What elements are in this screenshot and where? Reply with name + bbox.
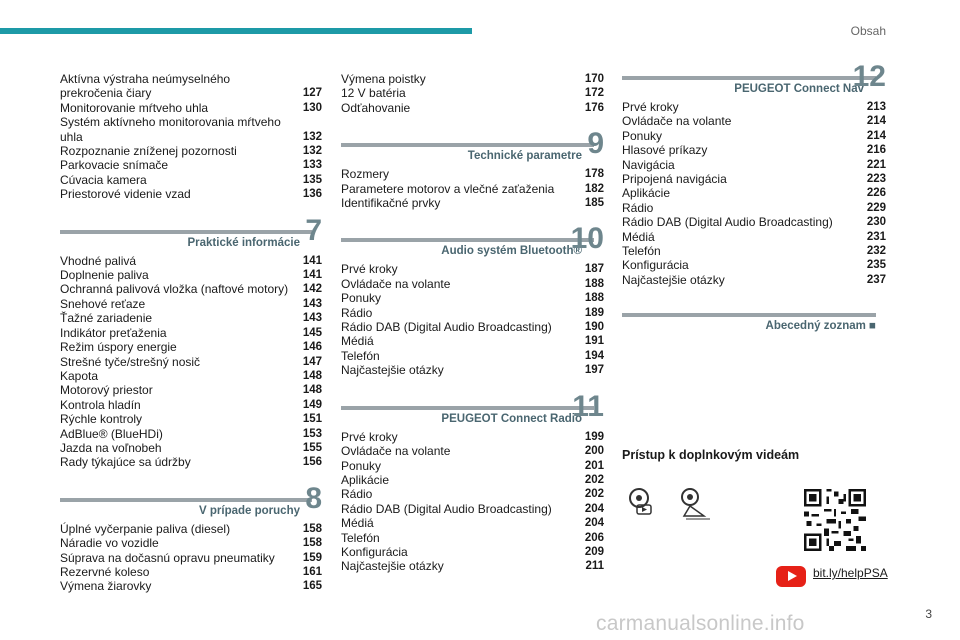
toc-entry[interactable] <box>341 545 604 559</box>
toc-entry-page: 156 <box>302 456 322 469</box>
toc-column-1 <box>60 72 322 594</box>
toc-entry-page: 158 <box>302 537 322 550</box>
youtube-icon[interactable] <box>776 566 806 587</box>
toc-entry[interactable] <box>60 455 322 469</box>
toc-entry-title: Najčastejšie otázky <box>341 559 444 574</box>
toc-entry-page: 200 <box>584 445 604 458</box>
page-number: 3 <box>925 607 932 621</box>
toc-entry-page: 182 <box>584 182 604 195</box>
toc-entry[interactable] <box>60 173 322 187</box>
toc-entry-title: Parametere motorov a vlečné zaťaženia <box>341 181 555 196</box>
toc-entry[interactable] <box>341 182 604 196</box>
toc-entry-title: Telefón <box>622 244 661 259</box>
toc-entry-page: 146 <box>302 341 322 354</box>
toc-entry-page: 226 <box>866 187 886 200</box>
toc-entry-page: 149 <box>302 398 322 411</box>
toc-entry-title: Ovládače na volante <box>341 276 451 291</box>
toc-entry-title: Prvé kroky <box>341 429 398 444</box>
toc-entry-title: Konfigurácia <box>341 544 408 559</box>
toc-entry-page: 185 <box>584 197 604 210</box>
toc-entry[interactable] <box>60 187 322 201</box>
section-title: PEUGEOT Connect Nav <box>734 83 864 95</box>
toc-entry-title: Rozmery <box>341 167 390 182</box>
alphabetical-index-header[interactable] <box>622 309 886 339</box>
toc-entry[interactable] <box>622 201 886 215</box>
toc-entry-page: 206 <box>584 531 604 544</box>
toc-entry[interactable] <box>60 369 322 383</box>
toc-entry[interactable] <box>60 412 322 426</box>
toc-entry-title: Doplnenie paliva <box>60 268 149 283</box>
toc-entry-title: Prvé kroky <box>341 262 398 277</box>
toc-entry-page: 229 <box>866 201 886 214</box>
toc-entry-page: 188 <box>584 292 604 305</box>
toc-entry[interactable] <box>60 144 322 158</box>
toc-entry-page: 176 <box>584 101 604 114</box>
toc-entry-page: 213 <box>866 101 886 113</box>
toc-entry-title: Režim úspory energie <box>60 340 177 355</box>
toc-entry-title: Najčastejšie otázky <box>341 363 444 378</box>
toc-entry[interactable] <box>622 215 886 229</box>
toc-entry-title: Odťahovanie <box>341 100 411 115</box>
toc-entry[interactable] <box>341 320 604 334</box>
toc-entry-page: 214 <box>866 115 886 128</box>
top-accent-bar <box>0 28 472 34</box>
toc-entry[interactable] <box>60 565 322 579</box>
toc-entry[interactable] <box>622 114 886 128</box>
toc-entry-page: 211 <box>585 560 604 573</box>
toc-entry-page: 232 <box>866 245 886 258</box>
toc-entry-page: 194 <box>584 349 604 362</box>
toc-column-3 <box>622 62 886 339</box>
toc-entry-page: 223 <box>866 173 886 186</box>
toc-entry[interactable] <box>60 355 322 369</box>
toc-entry-title: Ponuky <box>341 458 382 473</box>
toc-entry-page: 172 <box>584 87 604 100</box>
toc-entry[interactable] <box>341 334 604 348</box>
toc-entry-page: 170 <box>584 73 604 85</box>
toc-entry-title: Systém aktívneho monitorovania mŕtveho uhla <box>60 115 281 144</box>
toc-entry[interactable] <box>622 186 886 200</box>
section-title: V prípade poruchy <box>199 504 300 517</box>
toc-column-2 <box>341 72 604 574</box>
toc-entry-page: 202 <box>584 473 604 486</box>
page-title: Obsah <box>850 24 886 38</box>
toc-entry-title: Rezervné koleso <box>60 564 150 579</box>
toc-entry-title: Monitorovanie mŕtveho uhla <box>60 100 209 115</box>
toc-entry-title: Ponuky <box>622 128 663 143</box>
toc-entry-title: Aplikácie <box>622 186 671 201</box>
toc-entry-title: Vhodné palivá <box>60 253 137 268</box>
section-rule <box>60 230 312 234</box>
toc-entry[interactable] <box>622 158 886 172</box>
toc-entry-title: AdBlue® (BlueHDi) <box>60 426 163 441</box>
section-rule <box>622 76 876 80</box>
toc-entry[interactable] <box>341 262 604 276</box>
toc-entry[interactable] <box>341 430 604 444</box>
toc-entry[interactable] <box>341 277 604 291</box>
toc-entry-title: Výmena žiarovky <box>60 579 152 594</box>
toc-entry-page: 204 <box>584 502 604 515</box>
toc-entry-title: Ťažné zariadenie <box>60 311 153 326</box>
toc-entry[interactable] <box>60 101 322 115</box>
toc-entry-page: 148 <box>302 384 322 397</box>
toc-entry-page: 187 <box>584 263 604 276</box>
toc-entry[interactable] <box>60 254 322 268</box>
toc-entry[interactable] <box>60 579 322 593</box>
steering-video-icon[interactable] <box>624 486 660 522</box>
toc-entry[interactable] <box>341 502 604 516</box>
toc-entry-page: 199 <box>584 430 604 443</box>
toc-entry-title: Ovládače na volante <box>622 114 732 129</box>
section-header-9[interactable] <box>341 129 604 163</box>
toc-entry-title: Indikátor preťaženia <box>60 325 167 340</box>
section-number: 10 <box>570 222 604 256</box>
toc-entry[interactable] <box>60 522 322 536</box>
toc-entry-page: 133 <box>302 159 322 172</box>
toc-entry-title: Motorový priestor <box>60 383 153 398</box>
toc-entry-page: 221 <box>866 158 886 171</box>
section-rule <box>341 143 594 147</box>
toc-entry[interactable] <box>341 444 604 458</box>
toc-entry-page: 127 <box>302 87 322 100</box>
toc-entry-page: 148 <box>302 369 322 382</box>
toc-entry-title: Ovládače na volante <box>341 444 451 459</box>
toc-entry-page: 235 <box>866 259 886 272</box>
toc-entry-title: Rádio <box>341 487 373 502</box>
toc-entry-page: 178 <box>584 168 604 181</box>
toc-entry[interactable] <box>341 516 604 530</box>
toc-entry[interactable] <box>622 258 886 272</box>
toc-entry-title: Aplikácie <box>341 472 390 487</box>
toc-entry-title: Najčastejšie otázky <box>622 272 725 287</box>
toc-entry-title: Rádio DAB (Digital Audio Broadcasting) <box>622 215 833 230</box>
toc-entry-title: Úplné vyčerpanie paliva (diesel) <box>60 521 231 536</box>
toc-entry-page: 197 <box>584 364 604 377</box>
toc-entry[interactable] <box>622 129 886 143</box>
toc-entry-page: 142 <box>302 283 322 296</box>
section-rule <box>622 313 876 317</box>
section-number: 11 <box>572 389 604 423</box>
toc-entry[interactable] <box>60 383 322 397</box>
toc-entry-title: Médiá <box>341 516 374 531</box>
toc-entry-page: 209 <box>584 545 604 558</box>
section-number: 7 <box>305 213 322 247</box>
toc-entry[interactable] <box>60 158 322 172</box>
toc-entry[interactable] <box>60 326 322 340</box>
toc-entry-title: Rádio <box>622 200 654 215</box>
toc-entry-title: Ponuky <box>341 291 382 306</box>
toc-entry-page: 237 <box>866 273 886 286</box>
watermark: carmanualsonline.info <box>596 612 805 635</box>
toc-entry[interactable] <box>341 459 604 473</box>
toc-entry-page: 143 <box>302 297 322 310</box>
toc-entry-title: Rozpoznanie zníženej pozornosti <box>60 144 237 159</box>
toc-entry-title: Ochranná palivová vložka (naftové motory) <box>60 282 289 297</box>
toc-entry-page: 190 <box>584 321 604 334</box>
toc-entry[interactable] <box>341 306 604 320</box>
toc-entry-page: 143 <box>302 312 322 325</box>
toc-entry[interactable] <box>60 115 322 144</box>
section-number: 8 <box>305 481 322 515</box>
toc-entry-page: 161 <box>302 565 322 578</box>
toc-entry-page: 130 <box>302 101 322 114</box>
toc-entry[interactable] <box>341 72 604 86</box>
toc-entry[interactable] <box>60 311 322 325</box>
section-rule <box>341 406 594 410</box>
section-number: 9 <box>587 127 604 161</box>
toc-entry[interactable] <box>341 531 604 545</box>
toc-entry-page: 216 <box>866 144 886 157</box>
toc-entry-page: 189 <box>584 306 604 319</box>
toc-entry[interactable] <box>60 398 322 412</box>
toc-entry[interactable] <box>60 72 322 101</box>
toc-entry-title: Náradie vo vozidle <box>60 536 159 551</box>
toc-entry-title: Médiá <box>622 229 655 244</box>
toc-entry-title: Navigácia <box>622 157 675 172</box>
toc-entry[interactable] <box>341 349 604 363</box>
toc-entry[interactable] <box>341 487 604 501</box>
toc-entry-page: 231 <box>866 230 886 243</box>
toc-entry-title: Priestorové videnie vzad <box>60 187 191 202</box>
toc-entry-title: Strešné tyče/strešný nosič <box>60 354 201 369</box>
toc-entry[interactable] <box>341 559 604 573</box>
toc-entry[interactable] <box>341 101 604 115</box>
toc-entry-title: Rýchle kontroly <box>60 412 143 427</box>
toc-entry-title: Výmena poistky <box>341 72 426 86</box>
toc-entry[interactable] <box>622 172 886 186</box>
toc-entry-page: 132 <box>302 130 322 143</box>
toc-entry[interactable] <box>60 297 322 311</box>
section-title: Technické parametre <box>467 150 582 163</box>
toc-entry-title: Cúvacia kamera <box>60 172 147 187</box>
toc-entry[interactable] <box>60 282 322 296</box>
section-number: 12 <box>852 60 886 93</box>
toc-entry-page: 165 <box>302 580 322 593</box>
toc-entry[interactable] <box>60 427 322 441</box>
toc-entry[interactable] <box>622 143 886 157</box>
toc-entry[interactable] <box>341 363 604 377</box>
toc-entry-title: Hlasové príkazy <box>622 143 708 158</box>
toc-entry-title: Jazda na voľnobeh <box>60 440 162 455</box>
toc-entry[interactable] <box>60 340 322 354</box>
toc-entry-page: 141 <box>302 269 322 282</box>
toc-entry-page: 191 <box>584 335 604 348</box>
toc-entry[interactable] <box>622 273 886 287</box>
help-link[interactable]: bit.ly/helpPSA <box>813 566 888 580</box>
section-title: Audio systém Bluetooth® <box>441 245 582 258</box>
toc-entry-title: Telefón <box>341 348 380 363</box>
toc-entry[interactable] <box>341 167 604 181</box>
toc-entry-page: 214 <box>866 129 886 142</box>
toc-entry-title: Médiá <box>341 334 374 349</box>
toc-entry[interactable] <box>60 268 322 282</box>
section-header-10[interactable] <box>341 224 604 258</box>
toc-entry[interactable] <box>622 100 886 114</box>
toc-entry-page: 202 <box>584 488 604 501</box>
section-title: PEUGEOT Connect Radio <box>441 412 582 425</box>
section-header-7[interactable] <box>60 213 322 250</box>
toc-entry-page: 230 <box>866 216 886 229</box>
toc-entry-page: 141 <box>302 254 322 267</box>
videos-title: Prístup k doplnkovým videám <box>622 448 800 462</box>
toc-entry-page: 145 <box>302 326 322 339</box>
toc-entry-page: 158 <box>302 522 322 535</box>
toc-entry-title: Pripojená navigácia <box>622 172 727 187</box>
toc-entry-title: Rádio <box>341 305 373 320</box>
section-rule <box>341 238 594 242</box>
toc-entry-page: 159 <box>302 551 322 564</box>
toc-entry-title: Identifikačné prvky <box>341 196 441 211</box>
toc-entry-page: 201 <box>584 459 604 472</box>
toc-entry[interactable] <box>622 230 886 244</box>
section-rule <box>60 498 312 502</box>
toc-entry[interactable] <box>341 86 604 100</box>
toc-entry[interactable] <box>341 291 604 305</box>
toc-entry-title: Rady týkajúce sa údržby <box>60 455 191 470</box>
toc-entry-title: 12 V batéria <box>341 86 406 101</box>
section-header-11[interactable] <box>341 389 604 426</box>
toc-entry[interactable] <box>60 551 322 565</box>
toc-entry-title: Aktívna výstraha neúmyselného prekročenia čiary <box>60 72 231 101</box>
toc-entry[interactable] <box>60 536 322 550</box>
toc-entry-title: Parkovacie snímače <box>60 158 169 173</box>
toc-entry-page: 155 <box>302 441 322 454</box>
toc-entry-page: 135 <box>302 173 322 186</box>
toc-entry-page: 147 <box>302 355 322 368</box>
toc-entry-page: 204 <box>584 517 604 530</box>
toc-entry[interactable] <box>341 473 604 487</box>
qr-code[interactable] <box>804 489 866 551</box>
toc-entry-title: Telefón <box>341 530 380 545</box>
toc-entry-page: 153 <box>302 427 322 440</box>
toc-entry[interactable] <box>622 244 886 258</box>
section-title: Praktické informácie <box>187 236 300 249</box>
navigation-video-icon[interactable] <box>676 486 716 522</box>
toc-entry-title: Rádio DAB (Digital Audio Broadcasting) <box>341 501 552 516</box>
toc-entry-page: 132 <box>302 145 322 158</box>
section-header-12[interactable] <box>622 62 886 96</box>
toc-entry-page: 151 <box>302 413 322 426</box>
toc-entry-title: Snehové reťaze <box>60 296 146 311</box>
toc-entry-title: Prvé kroky <box>622 100 679 114</box>
section-header-8[interactable] <box>60 481 322 518</box>
toc-entry-page: 188 <box>584 277 604 290</box>
toc-entry-title: Rádio DAB (Digital Audio Broadcasting) <box>341 320 552 335</box>
toc-entry-title: Konfigurácia <box>622 258 689 273</box>
toc-entry[interactable] <box>341 196 604 210</box>
toc-entry-title: Súprava na dočasnú opravu pneumatiky <box>60 550 275 565</box>
toc-entry-title: Kontrola hladín <box>60 397 141 412</box>
toc-entry-title: Kapota <box>60 368 99 383</box>
toc-entry[interactable] <box>60 441 322 455</box>
toc-entry-page: 136 <box>302 188 322 201</box>
section-title: Abecedný zoznam ■ <box>765 320 876 333</box>
